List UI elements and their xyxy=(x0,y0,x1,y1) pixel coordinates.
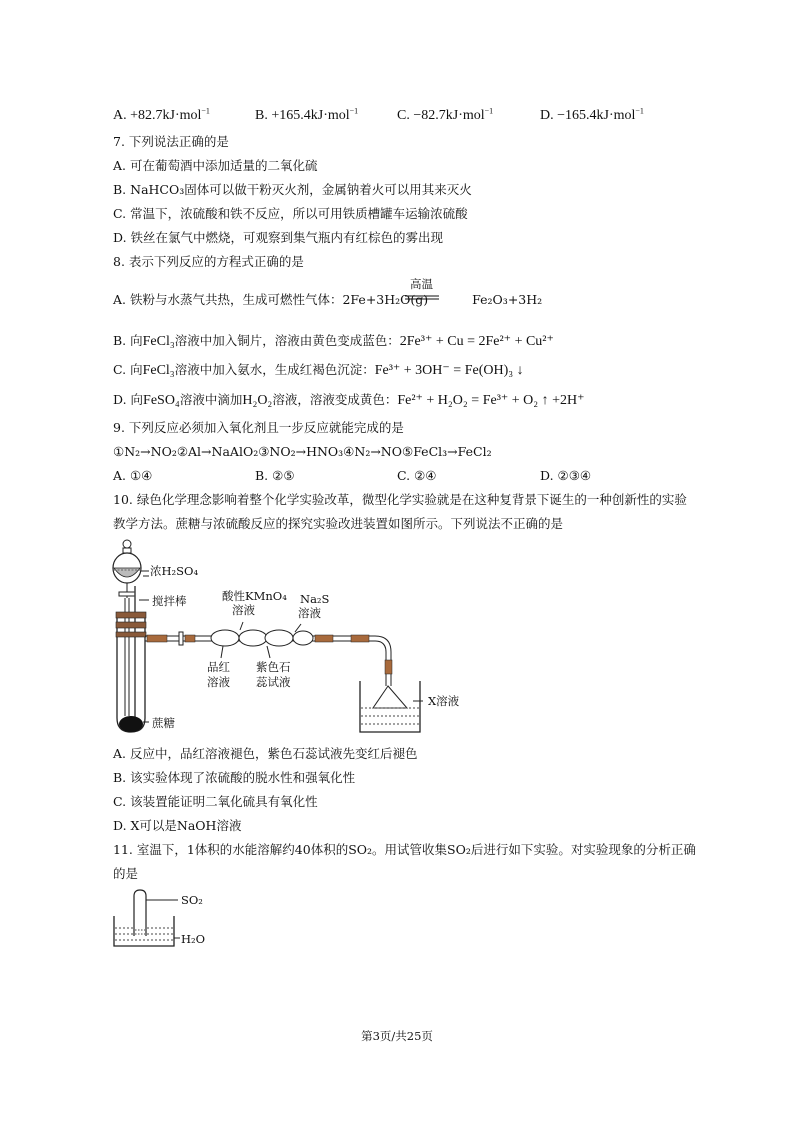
page-footer: 第3页/共25页 xyxy=(361,1029,433,1043)
label-kmno4-line2: 溶液 xyxy=(232,603,255,617)
q8-condition: 高温 xyxy=(410,277,433,291)
label-na2s-line2: 溶液 xyxy=(298,606,321,620)
q9-option-c: C. ②④ xyxy=(397,468,437,483)
q8-option-d: D. 向FeSO₄溶液中滴加H₂O₂溶液，溶液变成黄色：Fe²⁺ + H₂O₂ = Fe³⁺ + O₂ ↑ +2H⁺ xyxy=(113,392,585,408)
q11-stem-line2: 的是 xyxy=(113,866,139,881)
q10-option-a: A. 反应中，品红溶液褪色，紫色石蕊试液先变红后褪色 xyxy=(113,746,418,761)
label-kmno4-line1: 酸性KMnO₄ xyxy=(222,589,287,603)
label-litmus-line2: 蕊试液 xyxy=(256,675,291,689)
q9-option-a: A. ①④ xyxy=(113,468,153,483)
label-so2: SO₂ xyxy=(181,893,203,907)
q10-stem-line1: 10. 绿色化学理念影响着整个化学实验改革，微型化学实验就是在这种复背景下诞生的一种创新性的实验 xyxy=(113,492,687,507)
q10-option-b: B. 该实验体现了浓硫酸的脱水性和强氧化性 xyxy=(113,770,356,785)
q8-equal-sign xyxy=(405,295,439,301)
label-stir-rod: 搅拌棒 xyxy=(152,594,187,608)
q6-option-c: C. −82.7kJ·mol$^{-1}$ xyxy=(397,106,494,123)
label-sugar: 蔗糖 xyxy=(152,716,175,730)
q9-items: ①N₂→NO₂②Al→NaAlO₂③NO₂→HNO₃④N₂→NO⑤FeCl₃→FeCl₂ xyxy=(113,444,492,459)
q11-stem-line1: 11. 室温下，1体积的水能溶解约40体积的SO₂。用试管收集SO₂后进行如下实验。对实验现象的分析正确 xyxy=(113,842,696,857)
q7-option-d: D. 铁丝在氯气中燃烧，可观察到集气瓶内有红棕色的雾出现 xyxy=(113,230,444,245)
q9-option-b: B. ②⑤ xyxy=(255,468,295,483)
q8-option-c: C. 向FeCl₃溶液中加入氨水，生成红褐色沉淀：Fe³⁺ + 3OH⁻ = Fe(OH)₃ ↓ xyxy=(113,362,524,378)
label-pinred-line2: 溶液 xyxy=(207,675,230,689)
q7-option-a: A. 可在葡萄酒中添加适量的二氧化硫 xyxy=(113,158,318,173)
q7-option-c: C. 常温下，浓硫酸和铁不反应，所以可用铁质槽罐车运输浓硫酸 xyxy=(113,206,468,221)
q8-stem: 8. 表示下列反应的方程式正确的是 xyxy=(113,254,304,269)
q7-option-b: B. NaHCO₃固体可以做干粉灭火剂，金属钠着火可以用其来灭火 xyxy=(113,182,472,197)
q9-option-d: D. ②③④ xyxy=(540,468,592,483)
label-litmus-line1: 紫色石 xyxy=(256,660,291,674)
label-pinred-line1: 品红 xyxy=(207,660,230,674)
label-h2so4: 浓H₂SO₄ xyxy=(150,564,199,578)
q11-apparatus-diagram xyxy=(112,888,192,952)
q10-stem-line2: 教学方法。蔗糖与浓硫酸反应的探究实验改进装置如图所示。下列说法不正确的是 xyxy=(113,516,564,531)
q10-option-d: D. X可以是NaOH溶液 xyxy=(113,818,242,833)
q6-option-d: D. −165.4kJ·mol$^{-1}$ xyxy=(540,106,644,123)
q8-option-a: A. 铁粉与水蒸气共热，生成可燃性气体：2Fe+3H₂O(g) Fe₂O₃+3H₂ xyxy=(113,292,543,307)
label-h2o: H₂O xyxy=(181,932,206,946)
q9-stem: 9. 下列反应必须加入氧化剂且一步反应就能完成的是 xyxy=(113,420,404,435)
q10-option-c: C. 该装置能证明二氧化硫具有氧化性 xyxy=(113,794,318,809)
label-na2s-line1: Na₂S xyxy=(300,592,330,606)
q7-stem: 7. 下列说法正确的是 xyxy=(113,134,229,149)
q8-option-b: B. 向FeCl₃溶液中加入铜片，溶液由黄色变成蓝色：2Fe³⁺ + Cu = 2Fe²⁺ + Cu²⁺ xyxy=(113,333,554,349)
q6-option-a: A. +82.7kJ·mol$^{-1}$ xyxy=(113,106,210,123)
label-x-solution: X溶液 xyxy=(428,694,460,708)
q6-option-b: B. +165.4kJ·mol$^{-1}$ xyxy=(255,106,359,123)
